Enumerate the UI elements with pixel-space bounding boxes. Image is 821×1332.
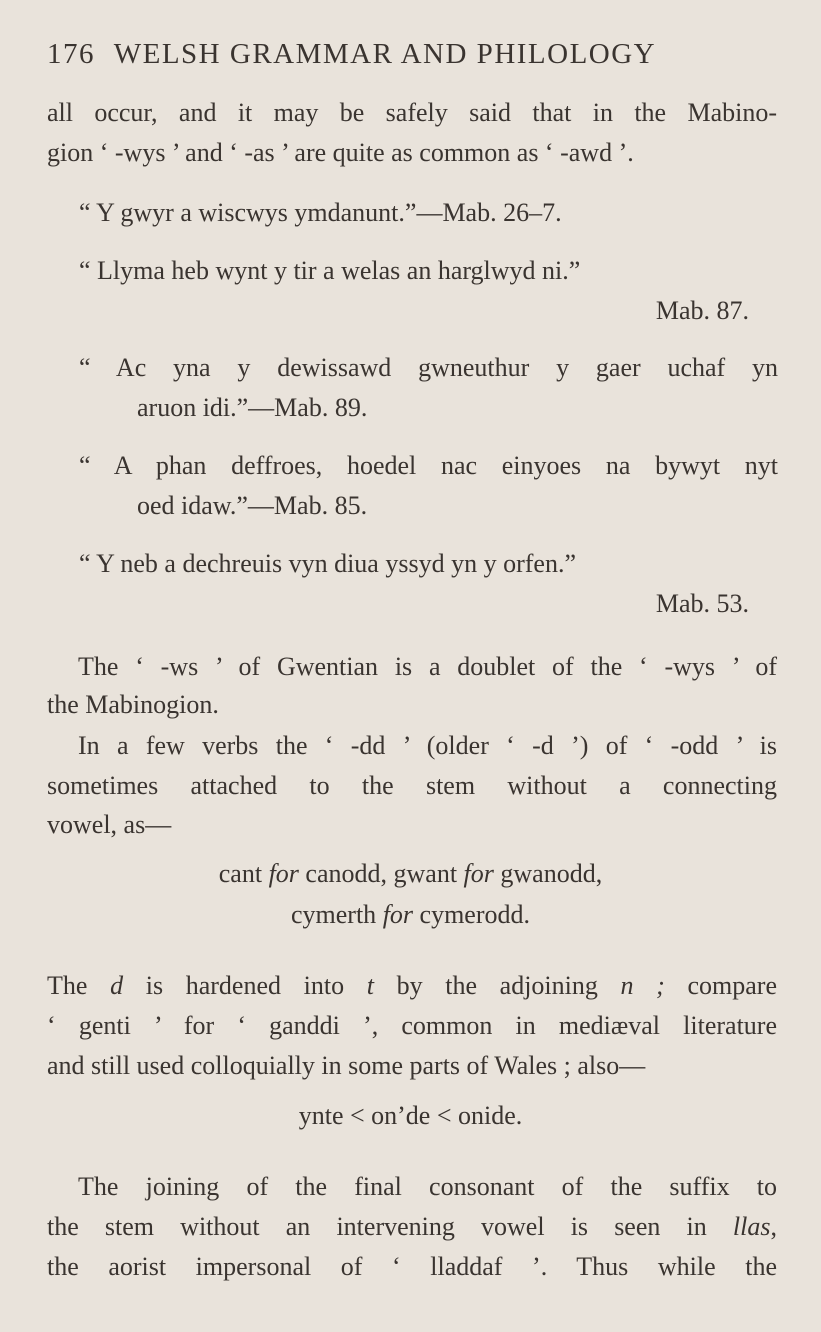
running-title: WELSH GRAMMAR AND PHILOLOGY <box>113 38 657 70</box>
para3-line2: sometimes attached to the stem without a connecting <box>47 771 777 800</box>
quote-4-line2: oed idaw.”—Mab. 85. <box>137 491 368 520</box>
etymology-line: ynte < on’de < onide. <box>298 1101 523 1130</box>
para4-line3: and still used colloquially in some parts of Wales ; also— <box>47 1051 646 1080</box>
para2-line1: The ‘ -ws ’ of Gwentian is a doublet of the ‘ -wys ’ of <box>78 652 777 681</box>
para5-line1: The joining of the final consonant of the suffix to <box>78 1172 777 1201</box>
example-line2: cymerth for cymerodd. <box>291 900 530 929</box>
quote-3-line2: aruon idi.”—Mab. 89. <box>137 393 368 422</box>
para1-line2: gion ‘ -wys ’ and ‘ -as ’ are quite as common as ‘ -awd ’. <box>47 138 634 167</box>
quote-2-reference: Mab. 87. <box>655 296 749 325</box>
quote-1: “ Y gwyr a wiscwys ymdanunt.”—Mab. 26–7. <box>79 198 562 227</box>
para4-line1: The d is hardened into t by the adjoining n ; compare <box>47 971 777 1000</box>
quote-3-line1: “ Ac yna y dewissawd gwneuthur y gaer uchaf yn <box>79 353 778 382</box>
quote-5: “ Y neb a dechreuis vyn diua yssyd yn y orfen.” <box>79 549 576 578</box>
quote-5-reference: Mab. 53. <box>655 589 749 618</box>
page-number: 176 <box>47 38 95 70</box>
running-header <box>47 38 656 70</box>
example-line1: cant for canodd, gwant for gwanodd, <box>218 859 603 888</box>
para5-line2: the stem without an intervening vowel is seen in llas, <box>47 1212 777 1241</box>
para4-line2: ‘ genti ’ for ‘ ganddi ’, common in mediæval literature <box>47 1011 777 1040</box>
quote-4-line1: “ A phan deffroes, hoedel nac einyoes na bywyt nyt <box>79 451 778 480</box>
para3-line3: vowel, as— <box>47 810 172 839</box>
para2-line2: the Mabinogion. <box>47 690 219 719</box>
para5-line3: the aorist impersonal of ‘ lladdaf ’. Thus while the <box>47 1252 777 1281</box>
para3-line1: In a few verbs the ‘ -dd ’ (older ‘ -d ’) of ‘ -odd ’ is <box>78 731 777 760</box>
quote-2: “ Llyma heb wynt y tir a welas an harglwyd ni.” <box>79 256 581 285</box>
para1-line1: all occur, and it may be safely said that in the Mabino- <box>47 98 777 127</box>
